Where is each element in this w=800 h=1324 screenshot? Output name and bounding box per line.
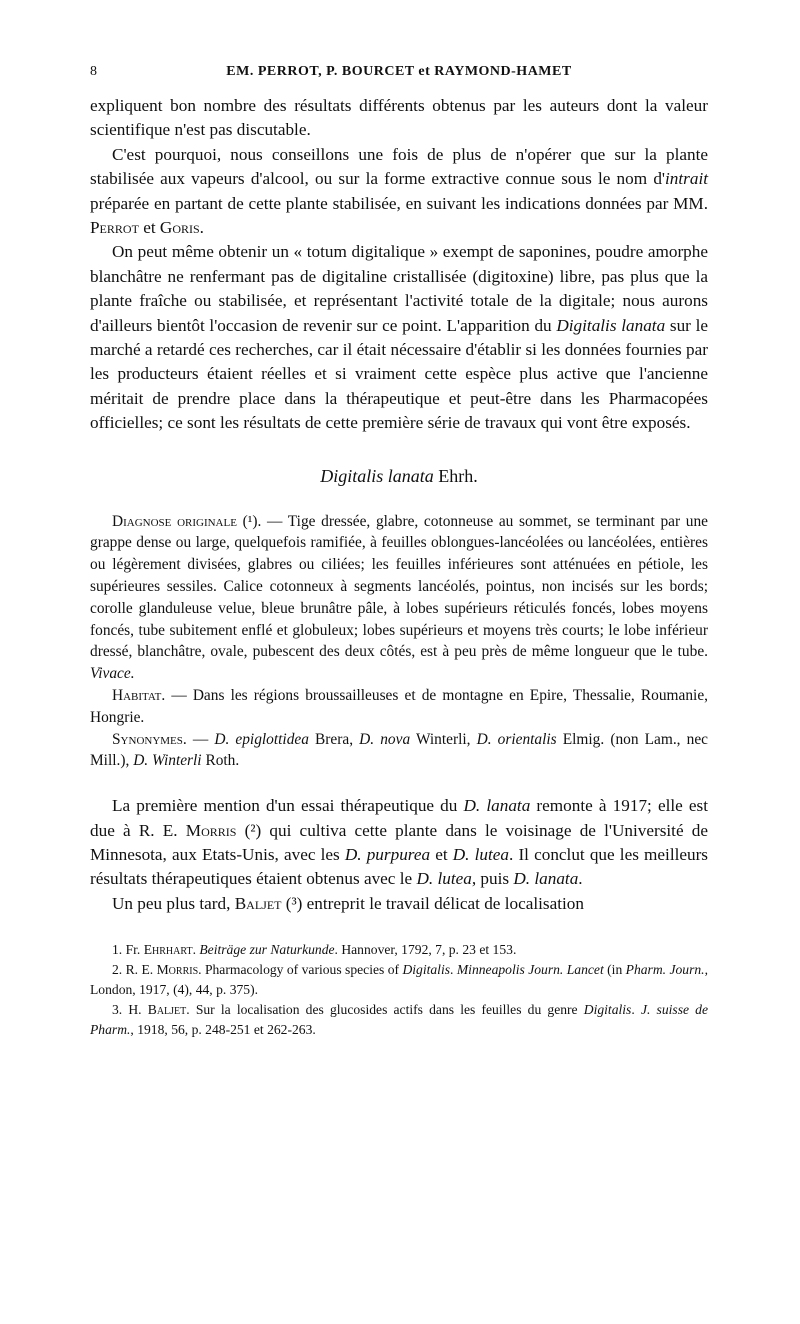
header-authors: EM. PERROT, P. BOURCET et RAYMOND-HAMET bbox=[226, 64, 572, 79]
paragraph-5 bbox=[90, 892, 708, 916]
fn2-text-e: , London, 1917, (4), 44, p. 375). bbox=[90, 962, 708, 998]
p4-lanata: D. lanata bbox=[463, 796, 531, 816]
footnotes bbox=[90, 940, 708, 1040]
paragraph-1 bbox=[90, 94, 708, 143]
fn1-text-a: 1. Fr. bbox=[112, 942, 144, 958]
p4-lanata-2: D. lanata bbox=[513, 869, 579, 889]
diagnose-block bbox=[90, 511, 708, 773]
p2-text-b: préparée en partant de cette plante stabilisée, en suivant les indications données par MM. bbox=[90, 193, 708, 213]
section-title bbox=[90, 466, 708, 487]
habitat-text: — Dans les régions broussailleuses et de montagne en Epire, Thessalie, Roumanie, Hongrie. bbox=[90, 687, 708, 726]
footnote-1 bbox=[90, 940, 708, 960]
habitat-label: Habitat. bbox=[112, 687, 166, 705]
footnote-2 bbox=[90, 960, 708, 1000]
p2-text-a: C'est pourquoi, nous conseillons une fois de plus de n'opérer que sur la plante stabilisée aux vapeurs d'alcool, ou sur la forme extractive connue sous le nom d' bbox=[90, 144, 708, 189]
fn2-text-d: (in bbox=[603, 962, 626, 978]
running-head bbox=[90, 64, 708, 86]
diagnose-vivace: Vivace. bbox=[90, 665, 135, 683]
synonyms-label: Synonymes. bbox=[112, 730, 187, 748]
synonym-3-author: Elmig. (non Lam., nec Mill.), bbox=[90, 730, 708, 770]
p4-text-d: et bbox=[430, 845, 453, 865]
body-text-2 bbox=[90, 794, 708, 916]
section-title-species: Digitalis lanata bbox=[320, 465, 434, 486]
paragraph-3 bbox=[90, 240, 708, 435]
paragraph-4 bbox=[90, 794, 708, 892]
fn3-journal: J. suisse de Pharm. bbox=[90, 1002, 709, 1038]
footnote-3 bbox=[90, 1000, 708, 1040]
page-number: 8 bbox=[90, 64, 98, 79]
fn1-title: Beiträge zur Naturkunde bbox=[199, 942, 335, 958]
synonyms-paragraph bbox=[90, 729, 708, 773]
diagnose-text: — Tige dressée, glabre, cotonneuse au sommet, se terminant par une grappe dense ou large, quelquefois ramifiée, à feuilles oblongues-lancéolées ou lancéolées, entières ou légèrement divisées, glabres ou ciliées; les feuilles inférieures sont atténuées en pétiole, les supérieures sessiles. Calice cotonneux à segments lancéolés, pointus, non incisés sur les bords; corolle glanduleuse velue, bleue brunâtre pâle, à lobes supérieurs réticulés foncés, lobes moyens foncés, tube subitement enflé et globuleux; lobes supérieurs et moyens très courts; le lobe inférieur dressé, blanchâtre, ovale, pubescent des deux côtés, est à peu près de même longueur que le tube. bbox=[90, 512, 708, 661]
synonym-2-author: Winterli, bbox=[410, 730, 477, 748]
fn2-digitalis: Digitalis bbox=[402, 962, 451, 978]
synonym-1: D. epiglottidea bbox=[214, 730, 309, 748]
synonym-1-author: Brera, bbox=[308, 730, 360, 748]
fn3-digitalis: Digitalis bbox=[583, 1002, 632, 1018]
fn2-author: Morris bbox=[156, 962, 199, 978]
p4-text-f: , puis bbox=[471, 869, 514, 889]
fn3-text-b: . Sur la localisation des glucosides actifs dans les feuilles du genre bbox=[186, 1002, 584, 1018]
p4-lutea-2: D. lutea bbox=[416, 869, 472, 889]
synonym-4-author: Roth. bbox=[201, 752, 240, 770]
p2-end: . bbox=[199, 218, 204, 238]
synonym-2: D. nova bbox=[359, 730, 411, 748]
p5-baljet: Baljet bbox=[234, 893, 282, 913]
body-text bbox=[90, 94, 708, 436]
p4-text-c: (²) qui cultiva cette plante dans le voisinage de l'Université de Minnesota, aux Etats-Unis, avec les bbox=[90, 820, 708, 865]
diagnose-paragraph bbox=[90, 511, 708, 685]
paragraph-1-text: expliquent bon nombre des résultats différents obtenus par les auteurs dont la valeur scientifique n'est pas discutable. bbox=[90, 96, 708, 140]
synonym-3: D. orientalis bbox=[476, 730, 557, 748]
synonyms-dash: — bbox=[186, 730, 215, 748]
fn1-text-b: . bbox=[192, 942, 200, 958]
fn2-journal: Minneapolis Journ. Lancet bbox=[456, 962, 604, 978]
synonym-4: D. Winterli bbox=[133, 752, 202, 770]
fn2-text-b: . Pharmacology of various species of bbox=[198, 962, 403, 978]
p2-perrot: Perrot bbox=[90, 218, 139, 238]
fn3-text-d: , 1918, 56, p. 248-251 et 262-263. bbox=[130, 1022, 316, 1038]
p4-text-e: . Il conclut que les meilleurs résultats thérapeutiques étaient obtenus avec le bbox=[90, 845, 708, 889]
section-title-author: Ehrh. bbox=[433, 465, 478, 486]
habitat-paragraph bbox=[90, 685, 708, 729]
fn1-text-c: . Hannover, 1792, 7, p. 23 et 153. bbox=[334, 942, 517, 958]
fn3-author: Baljet bbox=[147, 1002, 187, 1018]
fn3-text-a: 3. H. bbox=[112, 1002, 148, 1018]
p4-text-g: . bbox=[578, 869, 583, 889]
p4-lutea: D. lutea bbox=[452, 845, 509, 865]
p2-intrait: intrait bbox=[665, 169, 708, 189]
p3-species: Digitalis lanata bbox=[556, 315, 666, 335]
fn2-text-c: . bbox=[450, 962, 457, 978]
p3-text-a: On peut même obtenir un « totum digitalique » exempt de saponines, poudre amorphe blanchâtre ne renfermant pas de digitaline cristallisée (digitoxine) libre, pas plus que la plante fraîche ou stabilisée, et représentant l'activité totale de la digitale; nous aurons d'ailleurs bientôt l'occasion de revenir sur ce point. L'apparition du bbox=[90, 242, 708, 335]
fn3-text-c: . bbox=[631, 1002, 641, 1018]
p5-text-b: (³) entreprit le travail délicat de localisation bbox=[281, 893, 584, 913]
page bbox=[90, 64, 708, 1040]
p5-text-a: Un peu plus tard, bbox=[112, 893, 235, 913]
fn1-author: Ehrhart bbox=[143, 942, 193, 958]
diagnose-label: Diagnose originale bbox=[112, 512, 237, 530]
diagnose-ref: (¹). bbox=[236, 512, 262, 530]
p2-et: et bbox=[138, 218, 160, 238]
p4-text-b: remonte à 1917; elle est due à R. E. bbox=[90, 796, 708, 840]
paragraph-2 bbox=[90, 143, 708, 241]
fn2-text-a: 2. R. E. bbox=[112, 962, 157, 978]
p3-text-b: sur le marché a retardé ces recherches, car il était nécessaire d'établir si les données fournies par les producteurs étaient réelles et si vraiment cette espèce plus active que l'ancienne méritait de prendre place dans la thérapeutique et peut-être dans les Pharmacopées officielles; ce sont les résultats de cette première série de travaux qui vont être exposés. bbox=[90, 315, 709, 433]
p4-morris: Morris bbox=[185, 820, 237, 840]
fn2-pharm-journal: Pharm. Journ. bbox=[625, 962, 705, 978]
p2-goris: Goris bbox=[159, 218, 200, 238]
p4-purpurea: D. purpurea bbox=[344, 845, 431, 865]
p4-text-a: La première mention d'un essai thérapeutique du bbox=[112, 796, 464, 816]
